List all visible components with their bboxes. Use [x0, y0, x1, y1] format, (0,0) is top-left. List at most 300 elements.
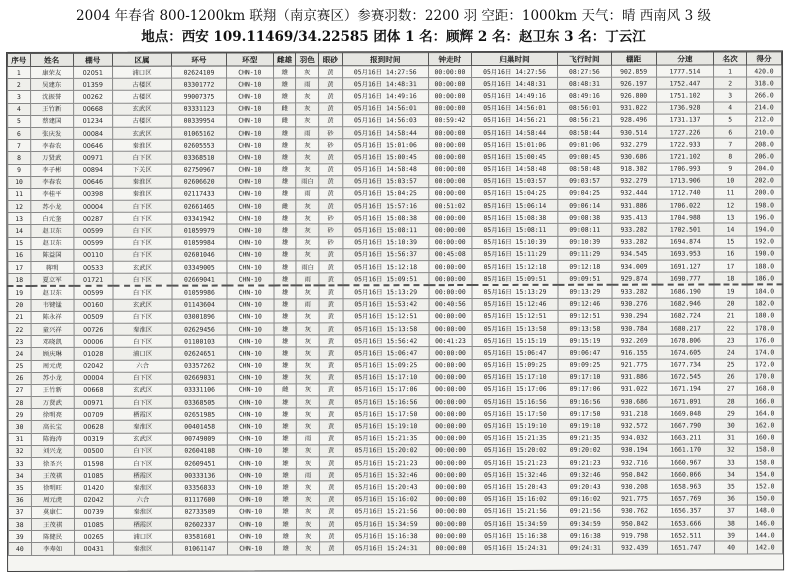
- cell-idx: 27: [8, 384, 31, 396]
- cell-c2: 01420: [74, 482, 113, 494]
- cell-type: CHN-10: [226, 103, 273, 115]
- cell-area: 秦淮区: [113, 323, 173, 335]
- cell-color: 灰: [296, 249, 319, 261]
- cell-eye: 黄: [319, 188, 343, 200]
- cell-type: CHN-10: [226, 176, 273, 188]
- cell-type: CHN-10: [226, 200, 273, 212]
- cell-clock: 00:00:00: [429, 530, 472, 542]
- cell-type: CHN-10: [227, 359, 274, 371]
- cell-home: 05月16日 15:06:47: [472, 347, 558, 359]
- cell-home: 05月16日 15:17:06: [472, 383, 558, 395]
- cell-dist: 932.269: [612, 334, 657, 346]
- cell-ring: 02602337: [173, 518, 227, 530]
- cell-rank: 5: [714, 114, 747, 126]
- cell-c2: 01085: [74, 518, 113, 530]
- cell-type: CHN-10: [226, 115, 273, 127]
- cell-clock: 00:00:00: [429, 408, 472, 420]
- cell-area: 六合: [113, 360, 173, 372]
- cell-score: 158.0: [747, 444, 782, 456]
- cell-sex: 雌: [274, 200, 297, 212]
- cell-c2: 01359: [73, 78, 112, 90]
- cell-name: 蒋明: [31, 261, 74, 273]
- cell-dist: 921.775: [612, 359, 657, 371]
- cell-arr: 05月16日 15:16:02: [343, 493, 429, 505]
- cell-clock: 00:00:00: [429, 163, 472, 175]
- cell-ring: 02651985: [172, 408, 226, 420]
- cell-clock: 00:00:00: [429, 347, 472, 359]
- cell-idx: 18: [8, 274, 31, 287]
- cell-rank: 23: [714, 334, 747, 346]
- cell-home: 05月16日 15:20:02: [472, 444, 558, 456]
- cell-name: 周元虎: [31, 360, 74, 372]
- cell-ring: 02601046: [172, 249, 226, 261]
- cell-score: 190.0: [747, 248, 782, 260]
- cell-sex: 雄: [274, 506, 297, 518]
- cell-idx: 31: [8, 433, 31, 445]
- cell-eye: 黄: [319, 335, 343, 347]
- cell-clock: 00:00:00: [429, 322, 472, 334]
- cell-arr: 05月16日 15:19:10: [343, 420, 429, 432]
- cell-name: 康荣友: [30, 66, 73, 78]
- cell-arr: 05月16日 14:58:44: [342, 127, 428, 139]
- cell-rank: 38: [715, 517, 748, 529]
- cell-name: 赵卫东: [31, 286, 74, 299]
- cell-speed: 1722.933: [656, 138, 714, 150]
- cell-type: CHN-10: [227, 323, 274, 335]
- cell-speed: 1653.666: [657, 517, 715, 529]
- cell-eye: 黄: [319, 518, 343, 530]
- cell-arr: 05月16日 15:04:25: [342, 187, 428, 199]
- cell-sex: 雄: [274, 335, 297, 347]
- cell-color: 灰: [297, 372, 320, 384]
- cell-eye: 黄: [319, 311, 343, 323]
- cell-area: 古楼区: [112, 91, 172, 103]
- cell-sex: 雄: [274, 261, 297, 273]
- cell-type: CHN-10: [227, 408, 274, 420]
- cell-type: CHN-10: [226, 127, 273, 139]
- cell-eye: 砂: [319, 127, 343, 139]
- cell-home: 05月16日 15:32:46: [472, 469, 558, 481]
- cell-dist: 930.762: [612, 505, 657, 517]
- cell-arr: 05月16日 15:03:57: [342, 175, 428, 187]
- cell-color: 灰: [297, 384, 320, 396]
- cell-home: 05月16日 15:11:29: [472, 248, 558, 260]
- cell-sex: 雌: [273, 115, 296, 127]
- cell-eye: 黄: [319, 420, 343, 432]
- cell-dist: 919.798: [612, 529, 657, 541]
- cell-idx: 2: [8, 79, 31, 91]
- cell-dist: 930.514: [611, 126, 656, 138]
- cell-rank: 32: [714, 444, 747, 456]
- page-title: 2004 年春省 800-1200km 联翔（南京赛区）参赛羽数：2200 羽 空距：1000km 天气：晴 西南风 3 级: [76, 8, 711, 24]
- cell-clock: 00:00:00: [429, 273, 472, 286]
- cell-score: 148.0: [747, 505, 782, 517]
- cell-area: 白下区: [113, 286, 173, 299]
- cell-rank: 19: [714, 285, 747, 298]
- cell-area: 白下区: [113, 311, 173, 323]
- cell-idx: 29: [8, 409, 31, 421]
- column-header: 环号: [172, 53, 226, 66]
- cell-rank: 1: [714, 65, 747, 77]
- cell-speed: 1706.993: [656, 163, 714, 175]
- cell-arr: 05月16日 15:24:31: [343, 542, 429, 554]
- cell-rank: 27: [714, 383, 747, 395]
- cell-home: 05月16日 15:17:50: [472, 408, 558, 420]
- column-header: 报到时间: [342, 53, 428, 66]
- cell-dist: 930.686: [612, 395, 657, 407]
- cell-idx: 28: [8, 397, 31, 409]
- cell-score: 172.0: [747, 358, 782, 370]
- cell-color: 灰: [297, 542, 320, 554]
- cell-score: 212.0: [747, 114, 782, 126]
- cell-type: CHN-10: [227, 457, 274, 469]
- cell-dist: 934.032: [612, 432, 657, 444]
- cell-sex: 雄: [274, 469, 297, 481]
- cell-arr: 05月16日 15:09:25: [343, 359, 429, 371]
- cell-c2: 00431: [74, 543, 113, 555]
- cell-arr: 05月16日 15:21:23: [343, 457, 429, 469]
- cell-ring: 01143604: [172, 299, 226, 311]
- cell-type: CHN-10: [227, 445, 274, 457]
- cell-color: 灰: [297, 359, 320, 371]
- cell-sex: 雄: [274, 139, 297, 151]
- cell-dist: 933.282: [611, 224, 656, 236]
- cell-dist: 950.842: [612, 468, 657, 480]
- cell-color: 灰: [296, 335, 319, 347]
- cell-score: 210.0: [747, 126, 782, 138]
- cell-c2: 00628: [74, 421, 113, 433]
- cell-ring: 03001896: [172, 311, 226, 323]
- cell-dist: 930.194: [612, 444, 657, 456]
- cell-eye: 黄: [319, 175, 343, 187]
- cell-area: 玄武区: [112, 127, 172, 139]
- cell-eye: 砂: [319, 224, 343, 236]
- cell-arr: 05月16日 14:48:31: [342, 78, 428, 90]
- cell-name: 沈振誉: [30, 91, 73, 103]
- cell-idx: 8: [8, 152, 31, 164]
- cell-speed: 1660.967: [657, 456, 715, 468]
- cell-c2: 00668: [74, 384, 113, 396]
- cell-score: 162.0: [747, 419, 782, 431]
- cell-name: 邓晓凯: [31, 335, 74, 347]
- cell-eye: 黄: [319, 200, 343, 212]
- cell-name: 顾庆琳: [31, 348, 74, 360]
- cell-sex: 雄: [274, 323, 297, 335]
- cell-sex: 雄: [274, 493, 297, 505]
- cell-color: 雨: [296, 298, 319, 310]
- cell-eye: 黄: [319, 273, 343, 286]
- cell-sex: 雄: [274, 347, 297, 359]
- cell-type: CHN-10: [227, 384, 274, 396]
- cell-color: 雨: [297, 432, 320, 444]
- cell-name: 夏立军: [31, 274, 74, 287]
- cell-dist: 902.859: [611, 65, 656, 77]
- cell-dist: 934.009: [611, 260, 656, 272]
- cell-area: 秦淮区: [112, 176, 172, 188]
- cell-c2: 02051: [73, 66, 112, 78]
- cell-c2: 00599: [74, 225, 113, 237]
- cell-color: 灰: [297, 396, 320, 408]
- cell-ring: 00333136: [173, 469, 227, 481]
- cell-speed: 1704.988: [657, 211, 715, 223]
- cell-area: 白下区: [113, 237, 173, 249]
- cell-rank: 8: [714, 150, 747, 162]
- cell-rank: 29: [714, 407, 747, 419]
- cell-eye: 黄: [319, 323, 343, 335]
- cell-sex: 雄: [273, 127, 296, 139]
- cell-rank: 9: [714, 162, 747, 174]
- cell-idx: 17: [8, 261, 31, 273]
- cell-dist: 928.496: [611, 114, 656, 126]
- cell-rank: 7: [714, 138, 747, 150]
- cell-speed: 1660.066: [657, 468, 715, 480]
- cell-c2: 01721: [74, 273, 113, 286]
- cell-rank: 18: [714, 272, 747, 285]
- cell-ring: 02604108: [173, 445, 227, 457]
- cell-eye: 黄: [319, 506, 343, 518]
- cell-fly: 09:11:29: [558, 248, 611, 260]
- cell-idx: 35: [8, 482, 31, 494]
- cell-name: 吴建东: [30, 79, 73, 91]
- cell-home: 05月16日 15:15:19: [472, 334, 558, 346]
- cell-clock: 00:00:00: [429, 396, 472, 408]
- cell-ring: 02606620: [172, 176, 226, 188]
- cell-rank: 28: [714, 395, 747, 407]
- cell-area: 栖霞区: [113, 518, 173, 530]
- cell-speed: 1706.022: [656, 199, 714, 211]
- cell-area: 白下区: [113, 396, 173, 408]
- cell-type: CHN-10: [226, 237, 273, 249]
- cell-arr: 05月16日 15:06:47: [343, 347, 429, 359]
- column-header: 钟走时: [428, 53, 471, 66]
- cell-speed: 1682.724: [657, 310, 715, 322]
- cell-area: 秦淮区: [113, 542, 173, 554]
- cell-arr: 05月16日 15:32:46: [343, 469, 429, 481]
- cell-type: CHN-10: [227, 469, 274, 481]
- cell-eye: 黄: [319, 163, 343, 175]
- cell-area: 栖霞区: [113, 408, 173, 420]
- cell-arr: 05月16日 15:56:42: [343, 335, 429, 347]
- cell-score: 184.0: [747, 285, 782, 298]
- cell-clock: 00:00:00: [428, 139, 471, 151]
- cell-area: 玄武区: [113, 299, 173, 311]
- cell-area: 白下区: [112, 151, 172, 163]
- cell-color: 灰: [297, 506, 320, 518]
- cell-speed: 1680.217: [657, 322, 715, 334]
- cell-ring: 02669041: [172, 273, 226, 286]
- cell-speed: 1661.170: [657, 444, 715, 456]
- cell-area: 古楼区: [112, 78, 172, 90]
- cell-dist: 933.282: [612, 285, 657, 298]
- cell-type: CHN-10: [226, 139, 273, 151]
- cell-home: 05月16日 15:08:38: [472, 212, 558, 224]
- cell-fly: 09:20:02: [558, 444, 611, 456]
- cell-ring: 03581601: [173, 530, 227, 542]
- cell-home: 05月16日 15:08:11: [472, 224, 558, 236]
- cell-rank: 22: [714, 322, 747, 334]
- cell-home: 05月16日 15:21:23: [472, 456, 558, 468]
- cell-c2: 00599: [74, 237, 113, 249]
- cell-area: 白下区: [113, 372, 173, 384]
- cell-c2: 00894: [73, 164, 112, 176]
- cell-ring: 01059986: [172, 286, 226, 299]
- cell-fly: 09:12:46: [558, 298, 611, 310]
- cell-fly: 09:20:43: [559, 481, 612, 493]
- cell-color: 雨: [296, 127, 319, 139]
- cell-eye: 黄: [319, 384, 343, 396]
- column-header: 名次: [714, 52, 747, 65]
- cell-color: 灰: [297, 445, 320, 457]
- cell-dist: 930.294: [612, 310, 657, 322]
- cell-color: 雨: [297, 469, 320, 481]
- column-header: 得分: [747, 52, 782, 65]
- cell-name: 徐明旺: [31, 482, 74, 494]
- cell-fly: 08:58:48: [558, 163, 611, 175]
- cell-speed: 1658.963: [657, 480, 715, 492]
- cell-clock: 00:00:00: [429, 212, 472, 224]
- cell-area: 白下区: [113, 335, 173, 347]
- cell-type: CHN-10: [227, 261, 274, 273]
- cell-type: CHN-10: [227, 420, 274, 432]
- cell-c2: 01028: [74, 348, 113, 360]
- cell-idx: 22: [8, 323, 31, 335]
- column-header: 眼砂: [318, 53, 342, 66]
- cell-name: 赵卫东: [30, 237, 73, 249]
- cell-type: CHN-10: [226, 212, 273, 224]
- cell-dist: 926.800: [611, 90, 656, 102]
- column-header: 分速: [656, 52, 714, 65]
- cell-arr: 05月16日 15:16:38: [343, 530, 429, 542]
- cell-speed: 1667.790: [657, 419, 715, 431]
- cell-type: CHN-10: [227, 299, 274, 311]
- cell-idx: 5: [8, 115, 31, 127]
- cell-ring: 00339954: [172, 115, 226, 127]
- cell-dist: 932.279: [611, 138, 656, 150]
- cell-sex: 雄: [274, 311, 297, 323]
- cell-name: 赵卫东: [30, 225, 73, 237]
- cell-idx: 14: [8, 225, 31, 237]
- column-header: 归巢时间: [471, 52, 557, 65]
- cell-rank: 4: [714, 102, 747, 114]
- cell-ring: 02624109: [172, 66, 226, 78]
- cell-speed: 1682.946: [657, 298, 715, 310]
- cell-area: 秦淮区: [113, 506, 173, 518]
- cell-score: 144.0: [748, 529, 783, 541]
- cell-idx: 34: [8, 470, 31, 482]
- cell-score: 202.0: [747, 175, 782, 187]
- cell-rank: 25: [714, 358, 747, 370]
- cell-rank: 14: [714, 223, 747, 235]
- cell-clock: 00:00:00: [429, 224, 472, 236]
- cell-fly: 09:09:51: [558, 272, 611, 285]
- cell-arr: 05月16日 15:16:56: [343, 396, 429, 408]
- cell-color: 灰: [297, 408, 320, 420]
- cell-c2: 00006: [74, 335, 113, 347]
- cell-speed: 1677.734: [657, 359, 715, 371]
- cell-eye: 黄: [319, 432, 343, 444]
- cell-color: 灰: [296, 286, 319, 299]
- cell-fly: 08:48:31: [558, 77, 611, 89]
- cell-idx: 15: [8, 237, 31, 249]
- cell-area: 栖霞区: [113, 469, 173, 481]
- cell-idx: 25: [8, 360, 31, 372]
- cell-speed: 1674.605: [657, 346, 715, 358]
- cell-fly: 08:56:01: [558, 102, 611, 114]
- cell-home: 05月16日 15:12:18: [472, 260, 558, 272]
- table-body: [8, 65, 783, 555]
- cell-eye: 黄: [319, 261, 343, 273]
- cell-color: 灰: [296, 139, 319, 151]
- cell-ring: 01100103: [172, 335, 226, 347]
- cell-name: 万贤武: [31, 396, 74, 408]
- cell-ring: 03357262: [172, 360, 226, 372]
- cell-sex: 雄: [274, 273, 297, 286]
- cell-rank: 37: [715, 505, 748, 517]
- cell-arr: 05月16日 15:34:59: [343, 518, 429, 530]
- cell-name: 李春农: [30, 139, 73, 151]
- cell-score: 196.0: [747, 211, 782, 223]
- cell-idx: 36: [8, 494, 31, 506]
- cell-eye: 黄: [319, 66, 343, 78]
- cell-idx: 24: [8, 348, 31, 360]
- cell-fly: 09:16:38: [559, 529, 612, 541]
- cell-fly: 08:49:16: [558, 90, 611, 102]
- cell-clock: 00:00:00: [429, 310, 472, 322]
- cell-arr: 05月16日 15:17:06: [343, 383, 429, 395]
- cell-clock: 00:00:00: [429, 420, 472, 432]
- cell-eye: 黄: [319, 347, 343, 359]
- cell-area: 白下区: [113, 445, 173, 457]
- cell-ring: 02750967: [172, 164, 226, 176]
- cell-speed: 1671.091: [657, 395, 715, 407]
- cell-home: 05月16日 15:19:10: [472, 420, 558, 432]
- cell-type: CHN-10: [226, 188, 273, 200]
- cell-home: 05月16日 15:21:35: [472, 432, 558, 444]
- cell-dist: 931.886: [611, 199, 656, 211]
- cell-ring: 01059984: [172, 237, 226, 249]
- cell-c2: 00160: [74, 299, 113, 311]
- cell-fly: 09:13:29: [558, 285, 611, 298]
- cell-type: CHN-10: [227, 347, 274, 359]
- cell-type: CHN-10: [226, 163, 273, 175]
- cell-clock: 00:00:00: [429, 493, 472, 505]
- cell-rank: 2: [714, 77, 747, 89]
- cell-color: 灰: [296, 163, 319, 175]
- cell-score: 186.0: [747, 272, 782, 285]
- cell-eye: 砂: [319, 236, 343, 248]
- cell-home: 05月16日 15:13:29: [472, 285, 558, 298]
- cell-speed: 1752.447: [656, 77, 714, 89]
- cell-score: 206.0: [747, 150, 782, 162]
- cell-sex: 雄: [274, 224, 297, 236]
- cell-clock: 00:00:00: [429, 371, 472, 383]
- cell-speed: 1693.953: [657, 248, 715, 260]
- cell-area: 玄武区: [113, 433, 173, 445]
- cell-home: 05月16日 14:56:21: [472, 114, 558, 126]
- cell-c2: 00668: [73, 103, 112, 115]
- cell-eye: 黄: [319, 90, 343, 102]
- cell-fly: 09:00:45: [558, 151, 611, 163]
- cell-sex: 雄: [274, 163, 297, 175]
- cell-c2: 00319: [74, 433, 113, 445]
- column-header: 区属: [112, 53, 172, 66]
- cell-score: 170.0: [747, 371, 782, 383]
- cell-ring: 01065162: [172, 127, 226, 139]
- cell-idx: 40: [9, 543, 32, 555]
- cell-speed: 1777.514: [656, 65, 714, 77]
- cell-fly: 09:10:39: [558, 236, 611, 248]
- cell-area: 白下区: [113, 273, 173, 286]
